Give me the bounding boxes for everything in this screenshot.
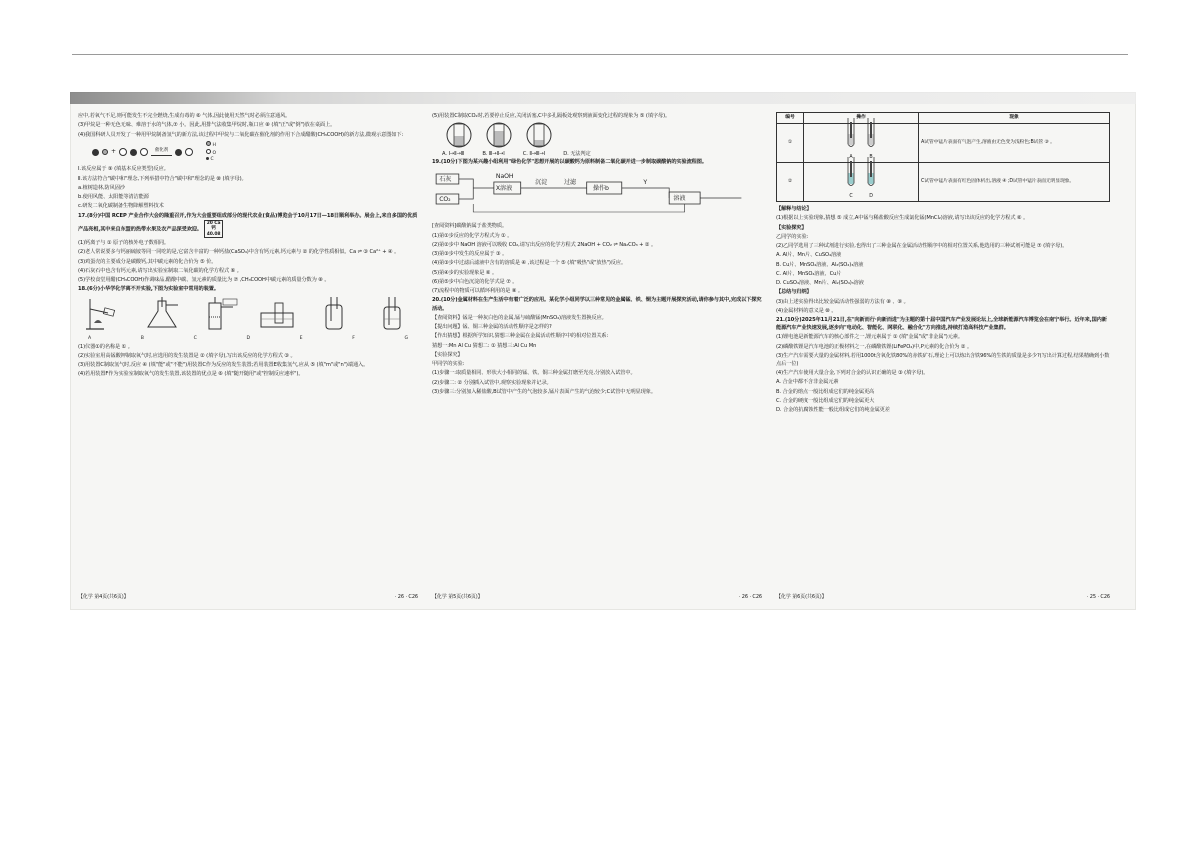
text-line: (1)第①步反应的化学方程式为 ① 。 [432,232,513,239]
text-line: a.植树造林,防风固沙 [78,184,125,191]
text-line: (3)步骤三:分别加入稀盐酸,B试管中产生的气泡较多,锰片表面产生的气泡较少;C试管中无明显现象。 [432,388,656,395]
col-header-operation: 操作 [804,113,919,124]
footer-code: · 26 · C26 [394,594,418,601]
flow-label: NaOH [495,173,514,181]
page-footer [432,594,762,602]
question-21: 21.(10分)2025年11月21日,在"向新而行·向新而进"为主题的第十届中国汽车产业发展论坛上,全球新能源汽车博览会在南宁举行。近年来,国内新能源汽车产业快速发展,逐步向"电动化、智能化、网联化、融合化"方向推进,持续打造高科技产业集群。 [776,317,1107,332]
text-line: (3)由上述实验得出比较金属活动性强弱的方法有 ⑧ 、⑨ 。 [776,298,909,305]
text-line: 【实验探究】 [432,351,463,358]
footer-page-label: 【化学 第5页(共6页)】 [432,594,483,601]
text-line: (1)锂电池是新能源汽车的核心部件之一,锂元素属于 ① (填"金属"或"非金属")元素。 [776,334,963,341]
text-line: (2)第②步中 NaOH 溶液可以吸收 CO₂,请写出反应的化学方程式 2NaOH + CO₂ ⇌ Na₂CO₃ + ② 。 [432,241,657,248]
footer-code: · 25 · C26 [1086,594,1110,601]
text-line: (1)步骤一:取质量相同、形状大小相同的锰、铁、铜三种金属打磨至光亮,分别放入试管中。 [432,370,636,377]
carbon-atom-icon [175,149,182,156]
text-line: 【查阅资料】锰是一种灰白色的金属,锰与硫酸锰(MnSO₄)溶液发生置换反应。 [432,314,607,321]
text-line: (4)金属材料的意义是 ⑩ 。 [776,307,837,314]
multiporous-device-icon [199,297,239,331]
water-trough-icon [257,297,297,331]
text-line: (7)流程中的物质可以循环利用的是 ⑧ 。 [432,288,524,295]
choice-a: A. Ⅰ→Ⅱ→Ⅲ [442,151,465,158]
test-tube-icon [844,155,858,189]
exam-page-4 [78,112,418,602]
text-line: (4)若用装置F作为实验室制取氧气的发生装置,该装置的优点是 ⑥ (填"随开随用"或"控制反应速率")。 [78,371,304,378]
text-line: (3)生产汽车需要大量的金属材料,若用1000t含氧化铁80%的赤铁矿石,理论上可以炼出含铁96%的生铁的质量是多少?(写出计算过程,结果精确到小数点后一位) [776,352,1110,367]
test-tube-icon [844,116,858,150]
text-line: b.使用风能、太阳能等清洁能源 [78,194,149,201]
flow-label: Y [643,179,648,187]
text-line: (2)磷酸铁锂是汽车电池的正极材料之一,在磷酸铁锂(LiFePO₄)中,P元素的化合价为 ② 。 [776,343,973,350]
table-row [777,124,1110,163]
text-line: (3)用装置C制取氢气时,反应 ④ (填"能"或"不能")用装置C作为反应的发生装置;若用装置E收集氢气,应从 ⑤ (填"m"或"n")端通入。 [78,362,369,369]
legend-c: C [206,157,216,163]
text-line: A. 合金中都不含非金属元素 [776,379,839,386]
text-line: (5)用装置C制取CO₂时,若要停止反应,关闭活塞,C中多孔隔板处观察到液面变化过程的现象为 ⑤ (填字母)。 [432,113,671,119]
atom-legend [206,141,216,164]
footer-page-label: 【化学 第6页(共6页)】 [776,594,827,601]
text-line: [查阅资料]碳酸钠属于盐类物质。 [432,223,508,230]
phenomenon-cell: C试管中锰片表面有红色固体析出,溶液 ④ ;D试管中锰片表面无明显现象。 [919,163,1110,202]
text-line: C. 合金的硬度一般比组成它们的纯金属更大 [776,397,875,404]
text-line: (3)第③步中发生的反应属于 ③ 。 [432,251,508,258]
flow-label: 沉淀 [535,179,548,187]
level-state-ii-icon [486,122,512,148]
text-line: 应中,若氧气不足,则可能发生不完全燃烧,生成有毒的 ⑥ 气体,因此使用天然气时必须注意通风。 [78,113,291,119]
text-line: (5)第④步的实验现象是 ⑥ 。 [432,269,498,276]
choice-d: D. 无法判定 [563,151,591,158]
text-line: (3)甲烷是一种无色无味、难溶于水的气体,⑦ 小。因此,用排气法收集甲烷时,瓶口应 ⑧ (填"正"或"倒")放在桌面上。 [78,122,336,129]
apparatus-figure [84,297,412,331]
text-line: (2)实验室用高锰酸钾制取氧气时,应选用的发生装置是 ② (填字母),写出该反应的化学方程式 ③ 。 [78,352,296,359]
text-line: c.研发二氧化碳制备生物降解塑料技术 [78,203,164,210]
flow-label: X溶液 [495,185,513,193]
question-18: 18.(6分)小华学化学离不开实验,下图为实验室中常用的装置。 [78,286,219,293]
flow-label: 操作b [592,185,609,193]
text-line: 【作出猜想】根据所学知识,猜想三种金属在金属活动性顺序中的相对位置关系: [432,333,609,340]
choice-b: B. Ⅲ→Ⅱ→Ⅰ [482,151,505,158]
calcium-element-box: 20 Ca 钙 40.08 [204,220,224,238]
catalyst-label: 催化剂 [151,148,172,156]
top-rule [72,54,1128,55]
text-line: (6)第⑤步中白色沉淀的化学式是 ⑦ 。 [432,278,518,285]
conical-flask-icon [142,297,182,331]
test-tube-icon [864,116,878,150]
carbon-atom-icon [130,149,137,156]
text-line: 【提出问题】锰、铜三种金属的活动性顺序是怎样的? [432,324,552,330]
oxygen-atom-icon [140,148,148,156]
flow-label: 溶液 [673,195,686,203]
choice-row [442,150,762,158]
oxygen-atom-icon [185,148,193,156]
question-20: 20.(10分)金属材料在生产生活中有着广泛的应用。某化学小组同学以三种常见的金属锰、铁、铜为主题开展探究活动,请你参与其中,完成以下探究活动。 [432,297,762,312]
exam-page-5 [432,112,762,602]
operation-cell: C D [804,163,919,202]
gas-bottle-icon [314,297,354,331]
text-line: (1)根据以上实验现象,猜想 ⑤ 成立,A中锰与稀盐酸反应生成氯化锰(MnCl₂)溶液,请写出该反应的化学方程式 ⑥ 。 [776,215,1029,222]
page-footer [776,594,1110,602]
text-line: A. Al片、Mn片、CuSO₄溶液 [776,252,842,259]
liquid-level-figure [446,122,748,148]
legend-h: H [206,141,216,149]
text-line: Ⅱ.该方法符合"碳中和"理念,下列举措中符合"碳中和"理念的是 ⑩ (填字母)。 [78,175,247,182]
text-line: (4)生产汽车使用大量合金,下列对合金的认识正确的是 ③ (填字母)。 [776,370,929,377]
flow-label: 石灰 [439,176,452,184]
text-line: (2)老人常说要多与钙丽硫铵等同一同吃的是,它富含丰富的一种钙盐(CaSO₄)中含有钙元素,钙元素与 ② 的化学性质相似。Ca ⇌ ③ Ca²⁺ + ④ 。 [78,249,400,256]
row-id: ② [777,163,804,202]
text-line: (2)乙同学选用了三种试剂进行实验,也得出了三种金属在金属活动性顺序中的相对位置关系,他选用的三种试剂可能是 ⑦ (填字母)。 [776,243,1068,249]
footer-code: · 26 · C26 [738,594,762,601]
experiment-table [776,112,1110,202]
molecule-diagram: + 催化剂 H O C [92,141,418,164]
legend-o: O [206,149,216,157]
text-line: (1)仪器①的名称是 ① 。 [78,343,133,350]
text-line: B. Cu片、MnSO₄溶液、Al₂(SO₄)₃溶液 [776,261,864,268]
text-line: (4)石灰石中也含有钙元素,请写出实验室制取二氧化碳的化学方程式 ⑥ 。 [78,267,242,274]
text-line: Ⅰ.该反应属于 ⑨ (填基本反应类型)反应。 [78,166,169,173]
test-tube-icon [864,155,878,189]
scanned-spread [70,92,1136,610]
text-line: 【实验探究】 [776,224,807,231]
table-row [777,163,1110,202]
text-line: (2)步骤二: ② 分别插入试管中,观察实验现象并记录。 [432,379,552,386]
text-line: 乙同学的实验: [776,233,809,240]
wash-bottle-icon [372,297,412,331]
carbon-atom-icon [92,149,99,156]
text-line: C. Al片、MnSO₄溶液、Cu片 [776,270,842,277]
phenomenon-cell: A试管中锰片表面有气泡产生,溶液由无色变为浅粉色;B试管 ③ 。 [919,124,1110,163]
col-header-phenomenon: 现象 [919,113,1110,124]
flow-label: CO₂ [439,196,451,204]
col-header-id: 编号 [777,113,804,124]
text-line: (5)学校食堂用醋(CH₃COOH)作调味品,醋酸中碳、氢元素的质量比为 ⑦ ,CH₃COOH中碳元素的质量分数为 ⑧ 。 [78,277,330,284]
question-19: 19.(10分)下图为某兴趣小组利用"绿色化学"思想开展的以碳酸钙为原料制备二氧化碳并进一步制取碳酸钠的实验流程图。 [432,159,707,166]
text-line: B. 合金的熔点一般比组成它们的纯金属更高 [776,388,875,395]
apparatus-labels: A B C D E F G [88,336,408,342]
oxygen-atom-icon [119,148,127,156]
process-flow-diagram [432,170,762,216]
level-state-iii-icon [526,122,552,148]
text-line: 【总结与归纳】 [776,289,812,296]
text-line: (1)钙离子与 ① 原子的核外电子数相同。 [78,240,170,247]
footer-page-label: 【化学 第4页(共6页)】 [78,594,129,601]
text-line: 【解释与结论】 [776,206,812,212]
text-line: (4)第③步中过滤后滤液中含有的溶质是 ④ ,该过程是一个 ⑤ (填"吸热"或"放热")反应。 [432,260,627,267]
text-line: 甲同学的实验: [432,361,465,367]
hydrogen-atom-icon [102,149,108,155]
flow-label: 过滤 [564,179,577,187]
exam-page-6 [776,112,1110,602]
operation-cell: A B [804,124,919,163]
text-line: D. CuSO₄溶液、Mn片、Al₂(SO₄)₃溶液 [776,280,864,286]
text-line: (4)我国科研人员开发了一种用甲烷制备氢气的新方法,该过程中甲烷与二氧化碳在催化剂的作用下合成醋酸(CH₃COOH)的新方法,微观示意图如下: [78,131,404,138]
text-line: 猜想一:Mn Al Cu 猜想二: ① 猜想三:Al Cu Mn [432,342,537,349]
question-17: 17.(8分)中国 RCEP 产业合作大会的隆重召开,作为大会重要组成部分的现代农业(食品)博览会于10月17日—18日顺利举办。展会上,来自多国的优质产品亮相,其中来自东盟的热带水果及农产品深受欢迎。 20 Ca 钙 40.08 [78,212,418,237]
text-line: D. 合金的抗腐蚀性能一般比组成它们的纯金属更差 [776,407,890,414]
text-line: (3)鸡蛋壳的主要成分是碳酸钙,其中碳元素的化合价为 ⑤ 价。 [78,258,217,265]
row-id: ① [777,124,804,163]
choice-c: C. Ⅱ→Ⅲ→Ⅰ [522,151,546,158]
level-state-i-icon [446,122,472,148]
scan-edge-band [70,92,1136,104]
page-footer [78,594,418,602]
alcohol-lamp-setup-icon [84,297,124,331]
